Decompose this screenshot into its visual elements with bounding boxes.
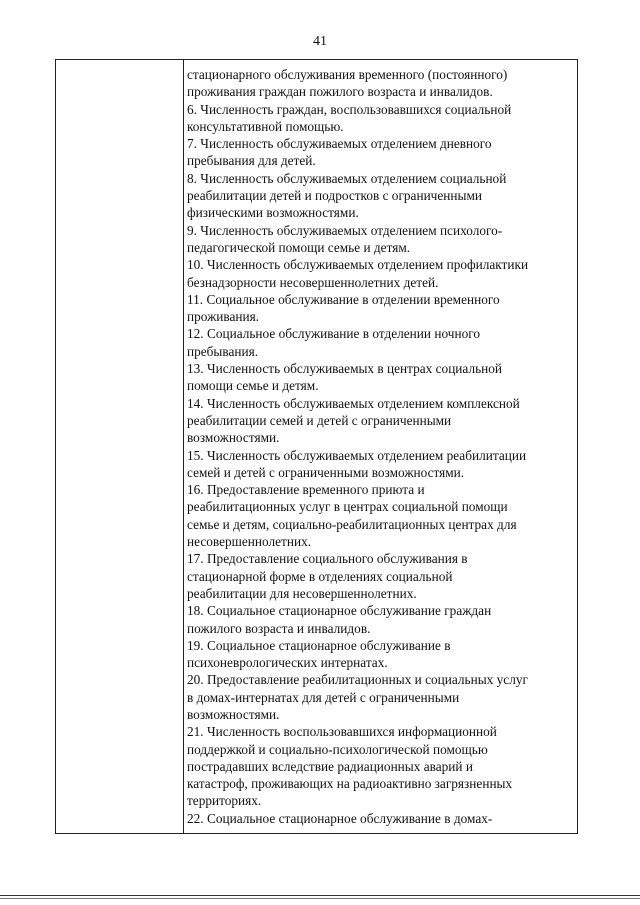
text-line: 16. Предоставление временного приюта и: [187, 482, 425, 498]
text-line: педагогической помощи семье и детям.: [187, 239, 411, 255]
text-line: 22. Социальное стационарное обслуживание в домах-: [187, 810, 493, 826]
text-line: 7. Численность обслуживаемых отделением дневного: [187, 136, 492, 152]
bottom-rule-shadow: [0, 898, 640, 899]
text-line: 17. Предоставление социального обслуживания в: [187, 551, 468, 567]
text-line: в домах-интернатах для детей с ограниченными: [187, 689, 460, 705]
text-line: пострадавших вследствие радиационных аварий и: [187, 758, 473, 774]
text-line: реабилитации для несовершеннолетних.: [187, 585, 417, 601]
text-line: 11. Социальное обслуживание в отделении временного: [187, 291, 500, 307]
text-line: поддержкой и социально-психологической помощью: [187, 741, 488, 757]
document-table: [55, 59, 578, 834]
text-line: 18. Социальное стационарное обслуживание граждан: [187, 603, 492, 619]
table-right-cell: [187, 66, 577, 827]
text-line: физическими возможностями.: [187, 205, 359, 221]
text-line: пребывания для детей.: [187, 153, 316, 169]
text-line: 9. Численность обслуживаемых отделением психолого-: [187, 222, 503, 238]
bottom-rule: [0, 895, 640, 896]
text-line: психоневрологических интернатах.: [187, 655, 388, 671]
text-line: 14. Численность обслуживаемых отделением комплексной: [187, 395, 520, 411]
text-line: несовершеннолетних.: [187, 534, 312, 550]
text-line: реабилитации детей и подростков с ограниченными: [187, 188, 482, 204]
text-line: помощи семье и детям.: [187, 378, 319, 394]
text-line: 10. Численность обслуживаемых отделением профилактики: [187, 257, 529, 273]
text-line: реабилитационных услуг в центрах социальной помощи: [187, 499, 508, 515]
text-line: семей и детей с ограниченными возможностями.: [187, 464, 465, 480]
text-line: 12. Социальное обслуживание в отделении ночного: [187, 326, 480, 342]
text-line: 19. Социальное стационарное обслуживание в: [187, 637, 451, 653]
text-line: возможностями.: [187, 430, 280, 446]
page-number: 41: [313, 34, 327, 49]
text-line: 6. Численность граждан, воспользовавшихся социальной: [187, 101, 512, 117]
text-line: семье и детям, социально-реабилитационных центрах для: [187, 516, 517, 532]
text-line: проживания граждан пожилого возраста и инвалидов.: [187, 84, 493, 100]
text-line: консультативной помощью.: [187, 118, 344, 134]
column-divider: [183, 60, 184, 833]
text-line: 20. Предоставление реабилитационных и социальных услуг: [187, 672, 528, 688]
text-line: 13. Численность обслуживаемых в центрах социальной: [187, 361, 503, 377]
text-line: пребывания.: [187, 343, 259, 359]
text-line: стационарного обслуживания временного (постоянного): [187, 67, 508, 82]
text-line: 8. Численность обслуживаемых отделением социальной: [187, 170, 507, 186]
text-line: 21. Численность воспользовавшихся информационной: [187, 724, 497, 740]
text-line: безнадзорности несовершеннолетних детей.: [187, 274, 439, 290]
text-line: возможностями.: [187, 706, 280, 722]
text-line: пожилого возраста и инвалидов.: [187, 620, 371, 636]
text-line: 15. Численность обслуживаемых отделением реабилитации: [187, 447, 527, 463]
table-left-cell: [56, 60, 183, 833]
text-line: стационарной форме в отделениях социальной: [187, 568, 453, 584]
text-line: реабилитации семей и детей с ограниченными: [187, 412, 452, 428]
text-line: территориях.: [187, 793, 262, 809]
text-line: проживания.: [187, 309, 260, 325]
text-line: катастроф, проживающих на радиоактивно загрязненных: [187, 776, 513, 792]
